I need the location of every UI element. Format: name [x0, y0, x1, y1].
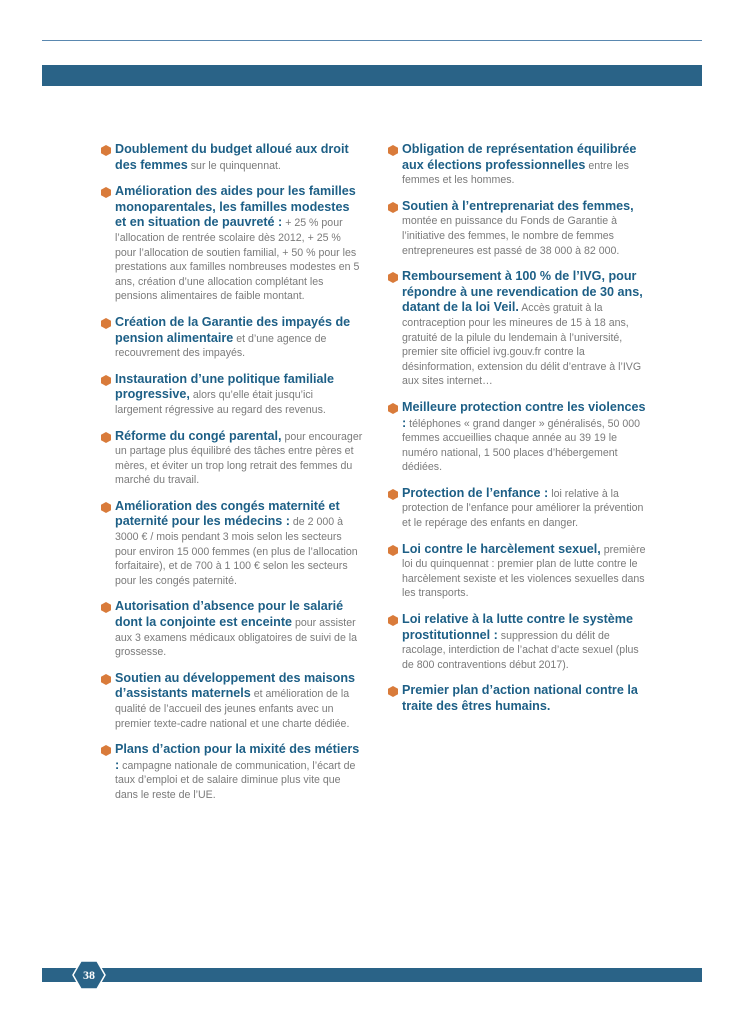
item-description: sur le quinquennat.	[187, 159, 281, 172]
item-description: première loi du quinquennat : premier plan de lutte contre le harcèlement sexiste et les violences sexuelles dans les transports.	[402, 543, 646, 600]
list-item	[388, 612, 650, 672]
item-text	[402, 542, 650, 601]
item-title: Amélioration des congés maternité et paternité pour les médecins :	[115, 498, 340, 529]
item-text	[115, 599, 363, 659]
hexagon-bullet-icon	[101, 432, 111, 443]
item-description: pour assister aux 3 examens médicaux obligatoires de suivi de la grossesse.	[115, 617, 358, 659]
list-item	[101, 184, 363, 304]
item-description: Accès gratuit à la contraception pour les mineures de 15 à 18 ans, gratuité de la pilule du lendemain à l’université, premier site officiel ivg.gouv.fr contre la désinformation, extension du délit d’entrave à l’IVG aux sites internet…	[402, 302, 642, 388]
item-text	[115, 671, 363, 731]
hexagon-bullet-icon	[101, 375, 111, 386]
list-item	[101, 671, 363, 731]
list-item	[388, 400, 650, 475]
item-text	[402, 612, 650, 672]
item-description: de 2 000 à 3000 € / mois pendant 3 mois selon les secteurs pour environ 15 000 femmes (en plus de l’allocation forfaitaire), et de 700 à 1 100 € selon les secteurs pour les congés paternité.	[115, 516, 358, 587]
item-description: entre les femmes et les hommes.	[402, 159, 629, 187]
hexagon-bullet-icon	[388, 489, 398, 500]
item-title: Plans d’action pour la mixité des métiers :	[115, 742, 360, 772]
list-item	[388, 142, 650, 188]
item-text	[402, 142, 650, 188]
item-description: loi relative à la protection de l’enfance pour améliorer la prévention et le repérage des enfants en danger.	[402, 487, 644, 530]
hexagon-bullet-icon	[101, 145, 111, 156]
item-description: et amélioration de la qualité de l’accueil des jeunes enfants avec un premier texte-cadre national et une charte dédiée.	[115, 688, 350, 730]
hexagon-bullet-icon	[388, 202, 398, 213]
item-text	[402, 269, 650, 389]
left-column	[101, 142, 363, 814]
hexagon-bullet-icon	[101, 318, 111, 329]
item-title: Soutien au développement des maisons d’assistants maternels	[115, 670, 356, 701]
item-title: Création de la Garantie des impayés de pension alimentaire	[115, 314, 351, 345]
item-description: montée en puissance du Fonds de Garantie à l’initiative des femmes, le nombre de femmes entrepreneures est passé de 38 000 à 82 000.	[402, 215, 620, 257]
item-text	[115, 372, 363, 418]
item-text	[115, 315, 363, 361]
item-title: Doublement du budget alloué aux droit des femmes	[115, 142, 349, 172]
item-description: alors qu’elle était jusqu’ici largement régressive au regard des revenus.	[115, 389, 326, 416]
item-description: pour encourager un partage plus équilibré des tâches entre pères et mères, et éviter un trop long retrait des femmes du marché du travail.	[115, 430, 363, 487]
list-item	[388, 199, 650, 258]
page-number-badge	[72, 960, 106, 990]
list-item	[101, 372, 363, 418]
hexagon-bullet-icon	[388, 545, 398, 556]
list-item	[388, 683, 650, 714]
hexagon-bullet-icon	[388, 615, 398, 626]
page-number: 38	[83, 968, 95, 982]
item-title: Amélioration des aides pour les familles monoparentales, les familles modestes et en situation de pauvreté :	[115, 184, 356, 230]
item-text	[115, 499, 363, 589]
item-title: Meilleure protection contre les violences :	[402, 399, 646, 430]
list-item	[101, 142, 363, 173]
list-item	[101, 429, 363, 488]
item-text	[115, 429, 363, 488]
item-title: Réforme du congé parental,	[115, 428, 282, 443]
footer-band	[42, 968, 702, 982]
list-item	[101, 742, 363, 802]
list-item	[101, 599, 363, 659]
item-title: Instauration d’une politique familiale progressive,	[115, 371, 335, 402]
list-item	[101, 499, 363, 589]
right-column	[388, 142, 650, 726]
item-title: Premier plan d’action national contre la traite des êtres humains.	[402, 683, 638, 713]
list-item	[388, 542, 650, 601]
header-band	[42, 65, 702, 86]
item-title: Protection de l’enfance :	[402, 485, 549, 500]
item-description: téléphones « grand danger » généralisés, 50 000 femmes accueillies chaque année au 39 19 le numéro national, 1 500 places d’hébergement dédiées.	[402, 417, 641, 474]
list-item	[101, 315, 363, 361]
item-text	[402, 486, 650, 531]
hexagon-bullet-icon	[101, 187, 111, 198]
hexagon-bullet-icon	[101, 502, 111, 513]
item-title: Loi contre le harcèlement sexuel,	[402, 541, 601, 556]
item-text	[402, 683, 650, 714]
hexagon-bullet-icon	[101, 602, 111, 613]
item-text	[402, 199, 650, 258]
item-title: Soutien à l’entreprenariat des femmes,	[402, 198, 634, 213]
item-title: Loi relative à la lutte contre le système prostitutionnel :	[402, 612, 633, 642]
header-rule	[42, 40, 702, 41]
list-item	[388, 269, 650, 389]
hexagon-bullet-icon	[388, 403, 398, 414]
list-item	[388, 486, 650, 531]
item-description: et d’une agence de recouvrement des impayés.	[115, 332, 327, 360]
item-description: campagne nationale de communication, l’écart de taux d’emploi et de salaire diminue plus vite que dans le reste de l’UE.	[115, 759, 356, 801]
item-title: Autorisation d’absence pour le salarié dont la conjointe est enceinte	[115, 599, 344, 630]
item-title: Remboursement à 100 % de l’IVG, pour répondre à une revendication de 30 ans, datant de la loi Veil.	[402, 269, 643, 315]
hexagon-bullet-icon	[388, 145, 398, 156]
hexagon-bullet-icon	[101, 745, 111, 756]
item-text	[115, 742, 363, 802]
hexagon-bullet-icon	[101, 674, 111, 685]
hexagon-bullet-icon	[388, 686, 398, 697]
item-text	[402, 400, 650, 475]
item-title: Obligation de représentation équilibrée aux élections professionnelles	[402, 142, 637, 172]
item-description: + 25 % pour l’allocation de rentrée scolaire dès 2012, + 25 % pour l’allocation de soutien familial, + 50 % pour les prestations aux familles nombreuses modestes en 5 ans, création d’une allocation complétant les pensions alimentaires de faible montant.	[115, 217, 360, 303]
item-description: suppression du délit de racolage, interdiction de l’achat d’acte sexuel (plus de 800 contraventions début 2017).	[402, 629, 639, 671]
item-text	[115, 142, 363, 173]
hexagon-bullet-icon	[388, 272, 398, 283]
item-text	[115, 184, 363, 304]
